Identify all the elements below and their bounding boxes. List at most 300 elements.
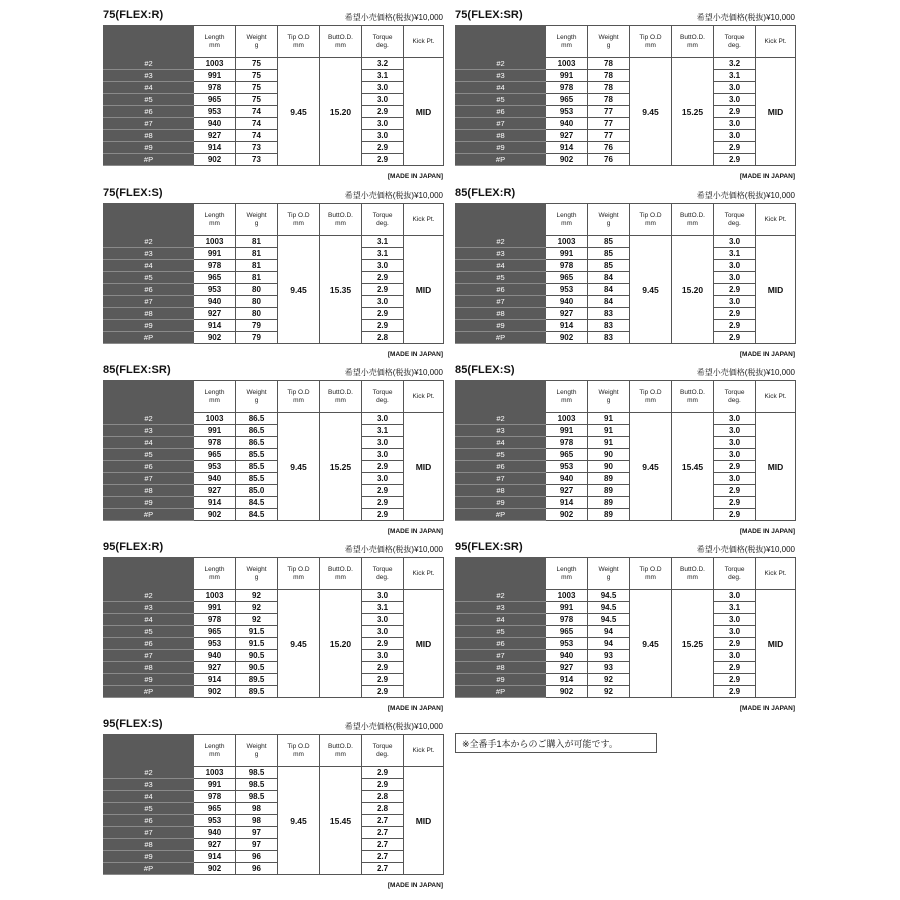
length-cell: 953: [546, 461, 588, 473]
club-number: #P: [104, 686, 194, 698]
weight-cell: 97: [236, 839, 278, 851]
table-row: [456, 437, 796, 449]
club-number: #8: [104, 485, 194, 497]
length-cell: 953: [194, 106, 236, 118]
table-row: [456, 614, 796, 626]
table-row: [456, 662, 796, 674]
kick-point-cell: MID: [756, 236, 796, 344]
length-cell: 914: [194, 497, 236, 509]
club-number: #9: [456, 497, 546, 509]
weight-cell: 89: [588, 509, 630, 521]
weight-cell: 96: [236, 851, 278, 863]
header-weight: Weight g: [236, 204, 278, 236]
club-number: #4: [456, 614, 546, 626]
club-number: #2: [104, 58, 194, 70]
table-row: [456, 650, 796, 662]
length-cell: 940: [194, 473, 236, 485]
torque-cell: 2.9: [714, 308, 756, 320]
club-number: #5: [104, 626, 194, 638]
torque-cell: 2.9: [714, 154, 756, 166]
torque-cell: 3.0: [362, 626, 404, 638]
spec-title: 85(FLEX:S): [455, 364, 515, 376]
club-number: #2: [456, 236, 546, 248]
made-in-japan-label: [MADE IN JAPAN]: [387, 705, 443, 712]
torque-cell: 2.8: [362, 803, 404, 815]
club-number: #8: [104, 662, 194, 674]
spec-table: [455, 25, 796, 166]
header-kick: Kick Pt.: [404, 558, 444, 590]
torque-cell: 2.9: [362, 767, 404, 779]
length-cell: 902: [194, 863, 236, 875]
header-length: Length mm: [194, 26, 236, 58]
torque-cell: 3.0: [362, 650, 404, 662]
club-number: #4: [456, 82, 546, 94]
weight-cell: 90: [588, 461, 630, 473]
length-cell: 1003: [546, 236, 588, 248]
club-number: #7: [456, 473, 546, 485]
weight-cell: 83: [588, 320, 630, 332]
butt-od-cell: 15.35: [320, 236, 362, 344]
header-kick: Kick Pt.: [404, 381, 444, 413]
header-row: [456, 204, 796, 236]
club-number: #P: [456, 509, 546, 521]
weight-cell: 81: [236, 248, 278, 260]
torque-cell: 3.0: [714, 236, 756, 248]
table-row: [456, 142, 796, 154]
table-row: [104, 638, 444, 650]
club-number: #2: [104, 767, 194, 779]
torque-cell: 2.9: [362, 106, 404, 118]
weight-cell: 91: [588, 425, 630, 437]
table-row: [456, 70, 796, 82]
kick-point-cell: MID: [756, 590, 796, 698]
torque-cell: 3.1: [362, 425, 404, 437]
length-cell: 991: [546, 248, 588, 260]
table-row: [104, 626, 444, 638]
club-number: #5: [104, 449, 194, 461]
length-cell: 978: [194, 614, 236, 626]
torque-cell: 2.9: [714, 485, 756, 497]
table-row: [104, 662, 444, 674]
header-length: Length mm: [194, 735, 236, 767]
torque-cell: 3.0: [714, 425, 756, 437]
length-cell: 927: [194, 839, 236, 851]
kick-point-cell: MID: [756, 58, 796, 166]
weight-cell: 76: [588, 142, 630, 154]
club-number: #5: [456, 626, 546, 638]
tip-od-cell: 9.45: [630, 413, 672, 521]
torque-cell: 3.0: [714, 590, 756, 602]
table-row: [104, 332, 444, 344]
header-butt-od: ButtO.D. mm: [320, 204, 362, 236]
weight-cell: 84.5: [236, 509, 278, 521]
spec-table: [103, 203, 444, 344]
header-row: [456, 381, 796, 413]
length-cell: 1003: [194, 236, 236, 248]
weight-cell: 84: [588, 296, 630, 308]
made-in-japan-label: [MADE IN JAPAN]: [387, 882, 443, 889]
weight-cell: 81: [236, 272, 278, 284]
header-kick: Kick Pt.: [404, 26, 444, 58]
spec-table: [455, 557, 796, 698]
length-cell: 978: [546, 437, 588, 449]
length-cell: 978: [194, 437, 236, 449]
table-row: [456, 332, 796, 344]
club-number: #P: [104, 509, 194, 521]
weight-cell: 79: [236, 320, 278, 332]
length-cell: 953: [546, 284, 588, 296]
table-row: [456, 154, 796, 166]
torque-cell: 3.1: [362, 70, 404, 82]
club-number: #P: [456, 332, 546, 344]
length-cell: 978: [546, 82, 588, 94]
header-row: [104, 204, 444, 236]
header-weight: Weight g: [236, 735, 278, 767]
club-number: #3: [104, 70, 194, 82]
torque-cell: 3.0: [714, 118, 756, 130]
header-butt-od: ButtO.D. mm: [672, 381, 714, 413]
header-corner: [104, 381, 194, 413]
club-number: #6: [456, 106, 546, 118]
table-row: [456, 284, 796, 296]
tip-od-cell: 9.45: [278, 236, 320, 344]
length-cell: 940: [194, 827, 236, 839]
club-number: #7: [104, 118, 194, 130]
header-row: [104, 26, 444, 58]
price-label: 希望小売価格(税抜)¥10,000: [344, 722, 443, 731]
torque-cell: 3.0: [714, 449, 756, 461]
tip-od-cell: 9.45: [630, 590, 672, 698]
header-torque: Torque deg.: [362, 26, 404, 58]
torque-cell: 2.9: [362, 284, 404, 296]
header-corner: [456, 204, 546, 236]
table-row: [104, 461, 444, 473]
length-cell: 940: [194, 296, 236, 308]
kick-point-cell: MID: [404, 236, 444, 344]
torque-cell: 3.0: [362, 590, 404, 602]
club-number: #8: [456, 662, 546, 674]
torque-cell: 3.0: [362, 296, 404, 308]
price-label: 希望小売価格(税抜)¥10,000: [696, 545, 795, 554]
table-row: [104, 674, 444, 686]
header-length: Length mm: [194, 381, 236, 413]
header-torque: Torque deg.: [714, 26, 756, 58]
table-row: [104, 272, 444, 284]
length-cell: 927: [194, 130, 236, 142]
club-number: #9: [104, 142, 194, 154]
header-tip-od: Tip O.D mm: [278, 558, 320, 590]
club-number: #3: [104, 248, 194, 260]
length-cell: 902: [546, 332, 588, 344]
length-cell: 991: [546, 602, 588, 614]
torque-cell: 2.9: [362, 485, 404, 497]
header-corner: [104, 204, 194, 236]
weight-cell: 94.5: [588, 590, 630, 602]
weight-cell: 84: [588, 272, 630, 284]
weight-cell: 89: [588, 473, 630, 485]
weight-cell: 73: [236, 154, 278, 166]
torque-cell: 2.9: [362, 308, 404, 320]
club-number: #2: [104, 413, 194, 425]
weight-cell: 81: [236, 236, 278, 248]
length-cell: 1003: [194, 413, 236, 425]
table-row: [456, 296, 796, 308]
torque-cell: 2.9: [714, 332, 756, 344]
header-kick: Kick Pt.: [756, 381, 796, 413]
club-number: #3: [456, 425, 546, 437]
header-row: [104, 558, 444, 590]
length-cell: 978: [194, 82, 236, 94]
torque-cell: 3.0: [714, 626, 756, 638]
table-row: [104, 58, 444, 70]
header-tip-od: Tip O.D mm: [630, 381, 672, 413]
butt-od-cell: 15.25: [320, 413, 362, 521]
length-cell: 965: [194, 803, 236, 815]
header-corner: [456, 381, 546, 413]
length-cell: 978: [194, 791, 236, 803]
price-label: 希望小売価格(税抜)¥10,000: [344, 545, 443, 554]
table-row: [456, 236, 796, 248]
torque-cell: 2.8: [362, 332, 404, 344]
torque-cell: 2.9: [362, 497, 404, 509]
table-row: [104, 767, 444, 779]
weight-cell: 92: [236, 590, 278, 602]
table-row: [104, 130, 444, 142]
table-row: [104, 509, 444, 521]
table-row: [104, 779, 444, 791]
spec-title: 95(FLEX:SR): [455, 541, 523, 553]
club-number: #9: [104, 851, 194, 863]
spec-table: [103, 380, 444, 521]
length-cell: 991: [546, 70, 588, 82]
header-corner: [456, 26, 546, 58]
header-tip-od: Tip O.D mm: [278, 381, 320, 413]
club-number: #3: [456, 70, 546, 82]
table-row: [456, 590, 796, 602]
torque-cell: 3.1: [362, 602, 404, 614]
weight-cell: 77: [588, 130, 630, 142]
tip-od-cell: 9.45: [278, 767, 320, 875]
length-cell: 940: [546, 118, 588, 130]
spec-table: [103, 734, 444, 875]
table-row: [456, 118, 796, 130]
length-cell: 902: [194, 332, 236, 344]
weight-cell: 98: [236, 803, 278, 815]
price-label: 希望小売価格(税抜)¥10,000: [344, 13, 443, 22]
weight-cell: 98: [236, 815, 278, 827]
header-length: Length mm: [194, 558, 236, 590]
club-number: #2: [456, 590, 546, 602]
kick-point-cell: MID: [404, 767, 444, 875]
header-corner: [104, 558, 194, 590]
made-in-japan-label: [MADE IN JAPAN]: [739, 351, 795, 358]
header-butt-od: ButtO.D. mm: [320, 26, 362, 58]
price-label: 希望小売価格(税抜)¥10,000: [344, 368, 443, 377]
made-in-japan-label: [MADE IN JAPAN]: [739, 528, 795, 535]
torque-cell: 3.0: [362, 118, 404, 130]
club-number: #8: [104, 308, 194, 320]
table-row: [456, 509, 796, 521]
table-row: [104, 851, 444, 863]
club-number: #2: [104, 590, 194, 602]
header-torque: Torque deg.: [714, 381, 756, 413]
torque-cell: 2.9: [714, 284, 756, 296]
weight-cell: 94.5: [588, 602, 630, 614]
club-number: #2: [104, 236, 194, 248]
weight-cell: 77: [588, 106, 630, 118]
weight-cell: 75: [236, 94, 278, 106]
torque-cell: 3.1: [362, 236, 404, 248]
header-torque: Torque deg.: [714, 558, 756, 590]
kick-point-cell: MID: [404, 58, 444, 166]
club-number: #4: [104, 614, 194, 626]
weight-cell: 90.5: [236, 662, 278, 674]
header-weight: Weight g: [236, 381, 278, 413]
weight-cell: 92: [588, 674, 630, 686]
table-row: [456, 82, 796, 94]
header-length: Length mm: [546, 26, 588, 58]
weight-cell: 75: [236, 70, 278, 82]
table-row: [456, 248, 796, 260]
club-number: #7: [104, 296, 194, 308]
length-cell: 902: [546, 686, 588, 698]
table-row: [104, 614, 444, 626]
torque-cell: 2.9: [362, 272, 404, 284]
torque-cell: 2.9: [714, 106, 756, 118]
torque-cell: 3.2: [714, 58, 756, 70]
header-torque: Torque deg.: [362, 558, 404, 590]
torque-cell: 2.9: [362, 461, 404, 473]
weight-cell: 98.5: [236, 767, 278, 779]
length-cell: 927: [546, 308, 588, 320]
spec-table: [103, 25, 444, 166]
club-number: #P: [456, 686, 546, 698]
length-cell: 953: [194, 284, 236, 296]
table-row: [456, 425, 796, 437]
length-cell: 1003: [546, 58, 588, 70]
header-kick: Kick Pt.: [756, 26, 796, 58]
club-number: #P: [104, 154, 194, 166]
torque-cell: 2.9: [362, 320, 404, 332]
table-row: [104, 236, 444, 248]
length-cell: 927: [546, 130, 588, 142]
length-cell: 965: [546, 94, 588, 106]
header-torque: Torque deg.: [362, 735, 404, 767]
length-cell: 902: [194, 154, 236, 166]
length-cell: 940: [546, 473, 588, 485]
torque-cell: 3.0: [714, 82, 756, 94]
length-cell: 902: [194, 686, 236, 698]
club-number: #9: [104, 497, 194, 509]
club-number: #5: [104, 272, 194, 284]
club-number: #6: [104, 461, 194, 473]
torque-cell: 2.9: [714, 662, 756, 674]
length-cell: 927: [546, 662, 588, 674]
header-butt-od: ButtO.D. mm: [320, 381, 362, 413]
length-cell: 953: [546, 106, 588, 118]
table-row: [104, 839, 444, 851]
club-number: #9: [456, 142, 546, 154]
weight-cell: 89.5: [236, 686, 278, 698]
length-cell: 978: [546, 614, 588, 626]
header-weight: Weight g: [588, 381, 630, 413]
length-cell: 965: [194, 626, 236, 638]
table-row: [456, 626, 796, 638]
weight-cell: 92: [236, 602, 278, 614]
weight-cell: 90.5: [236, 650, 278, 662]
club-number: #9: [456, 674, 546, 686]
table-row: [104, 863, 444, 875]
torque-cell: 3.0: [714, 94, 756, 106]
weight-cell: 91.5: [236, 626, 278, 638]
weight-cell: 96: [236, 863, 278, 875]
torque-cell: 2.9: [362, 142, 404, 154]
club-number: #7: [104, 473, 194, 485]
table-row: [104, 320, 444, 332]
length-cell: 965: [546, 272, 588, 284]
table-row: [104, 827, 444, 839]
table-row: [456, 473, 796, 485]
club-number: #8: [456, 485, 546, 497]
torque-cell: 2.9: [714, 142, 756, 154]
club-number: #6: [456, 461, 546, 473]
club-number: #2: [456, 413, 546, 425]
length-cell: 940: [194, 118, 236, 130]
table-row: [456, 485, 796, 497]
weight-cell: 98.5: [236, 791, 278, 803]
weight-cell: 85: [588, 248, 630, 260]
club-number: #6: [456, 284, 546, 296]
length-cell: 991: [194, 425, 236, 437]
club-number: #7: [456, 650, 546, 662]
length-cell: 902: [194, 509, 236, 521]
weight-cell: 83: [588, 332, 630, 344]
club-number: #6: [104, 638, 194, 650]
torque-cell: 2.9: [714, 509, 756, 521]
table-row: [456, 497, 796, 509]
table-row: [104, 437, 444, 449]
club-number: #4: [456, 260, 546, 272]
weight-cell: 74: [236, 118, 278, 130]
torque-cell: 3.0: [714, 260, 756, 272]
torque-cell: 2.9: [714, 497, 756, 509]
weight-cell: 91: [588, 413, 630, 425]
table-row: [456, 94, 796, 106]
weight-cell: 78: [588, 58, 630, 70]
club-number: #3: [104, 779, 194, 791]
length-cell: 953: [194, 638, 236, 650]
torque-cell: 3.0: [362, 437, 404, 449]
weight-cell: 85: [588, 236, 630, 248]
weight-cell: 80: [236, 284, 278, 296]
torque-cell: 3.0: [362, 413, 404, 425]
club-number: #P: [456, 154, 546, 166]
header-butt-od: ButtO.D. mm: [672, 558, 714, 590]
table-row: [104, 473, 444, 485]
weight-cell: 85.5: [236, 461, 278, 473]
kick-point-cell: MID: [404, 590, 444, 698]
header-row: [104, 735, 444, 767]
spec-title: 75(FLEX:R): [103, 9, 164, 21]
header-weight: Weight g: [588, 204, 630, 236]
weight-cell: 94: [588, 638, 630, 650]
length-cell: 1003: [194, 767, 236, 779]
torque-cell: 2.7: [362, 839, 404, 851]
weight-cell: 84: [588, 284, 630, 296]
club-number: #5: [104, 803, 194, 815]
torque-cell: 3.0: [714, 296, 756, 308]
weight-cell: 89: [588, 497, 630, 509]
